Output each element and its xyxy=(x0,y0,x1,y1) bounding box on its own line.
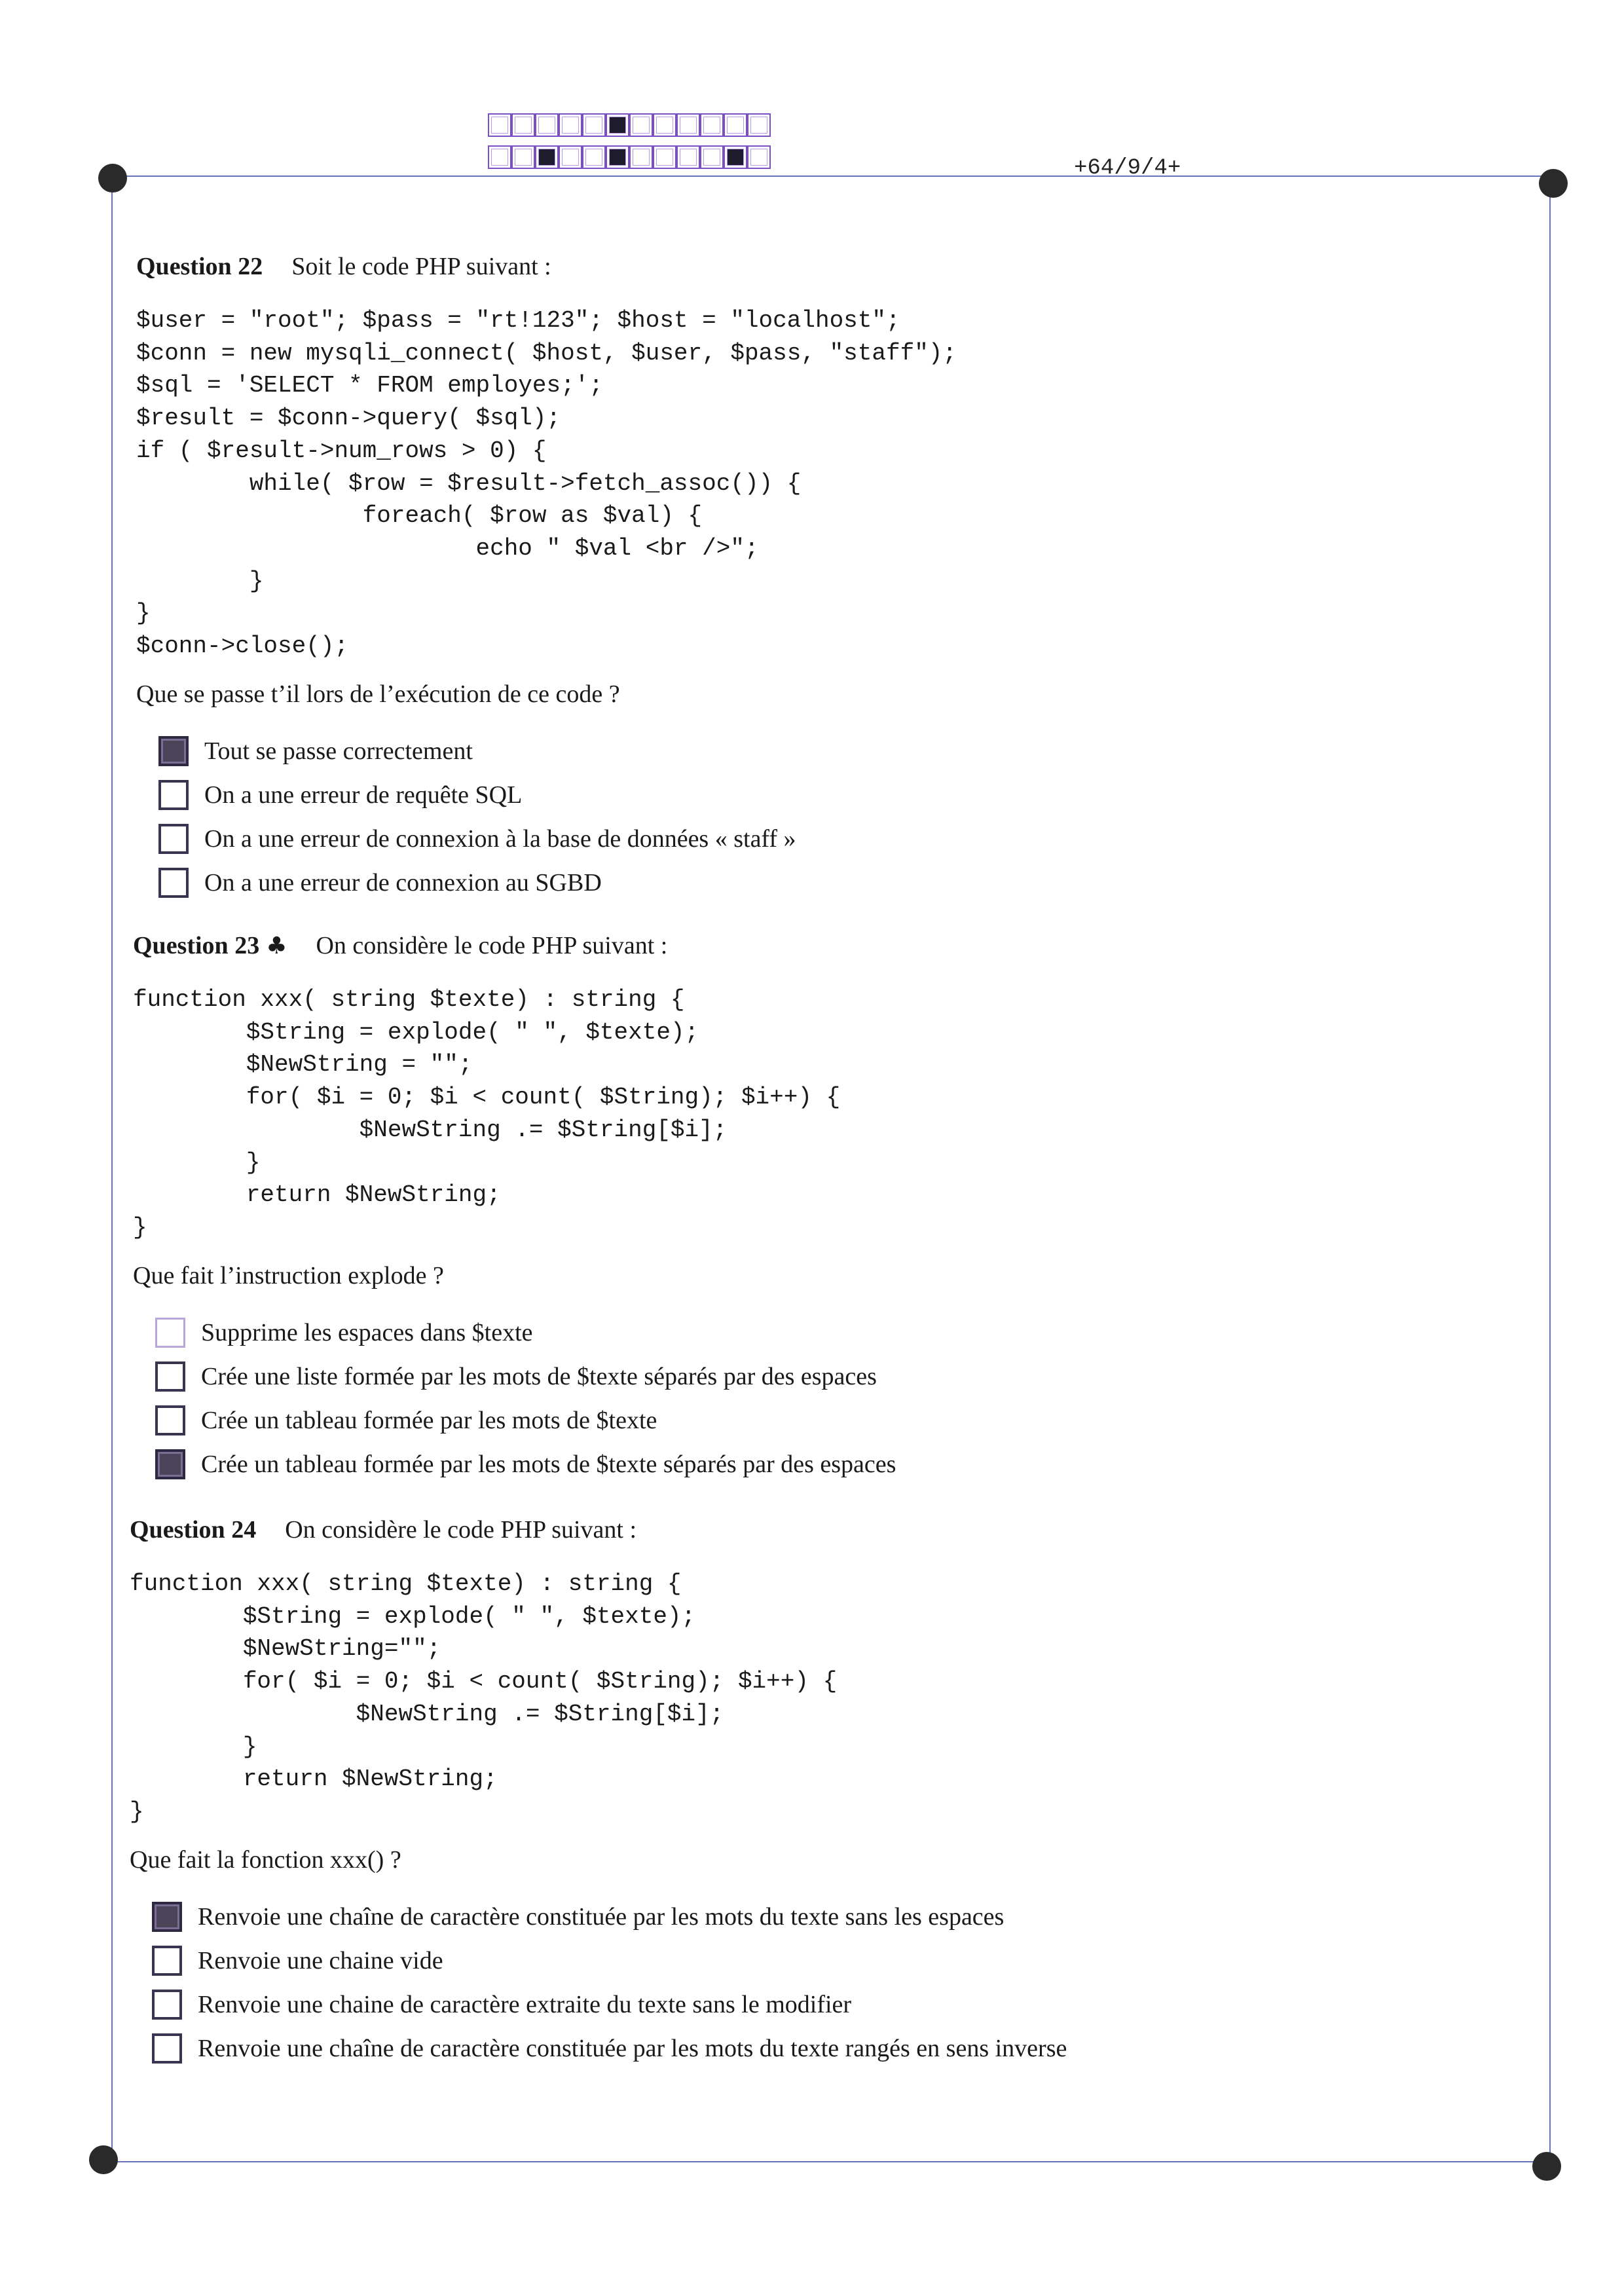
question-header xyxy=(130,1514,1505,1546)
id-grid-cell xyxy=(559,145,582,169)
answer-text: Renvoie une chaîne de caractère constituée par les mots du texte rangés en sens inverse xyxy=(198,2035,1067,2063)
id-grid-cell xyxy=(559,113,582,137)
answer-options xyxy=(133,1311,1508,1487)
question-23 xyxy=(133,930,1508,1487)
answer-checkbox[interactable] xyxy=(155,1318,185,1348)
id-grid-cell xyxy=(606,145,629,169)
frame-left-line xyxy=(111,178,113,2162)
question-label: Question 24 xyxy=(130,1516,257,1544)
id-grid-row-1 xyxy=(488,113,771,139)
answer-checkbox[interactable] xyxy=(152,1946,182,1976)
id-grid-cell xyxy=(511,145,535,169)
answer-text: Renvoie une chaine de caractère extraite du texte sans le modifier xyxy=(198,1991,852,2019)
corner-mark-bottom-right xyxy=(1532,2152,1561,2181)
question-intro: On considère le code PHP suivant : xyxy=(316,932,668,959)
id-grid-cell xyxy=(488,113,511,137)
code-block: $user = "root"; $pass = "rt!123"; $host = "localhost"; $conn = new mysqli_connect( $host, $user, $pass, "staff"); $sql = 'SELECT * FROM employes;'; $result = $conn->query( $sql); if ( $result->num_rows > 0) { while( $row = $result->fetch_assoc()) { foreach( $row as $val) { echo " $val <br />"; } } $conn->close(); xyxy=(136,307,957,660)
id-grid-cell xyxy=(582,145,606,169)
answer-checkbox[interactable] xyxy=(155,1361,185,1392)
id-grid-cell xyxy=(629,145,653,169)
answer-text: Renvoie une chaîne de caractère constituée par les mots du texte sans les espaces xyxy=(198,1903,1005,1931)
frame-top-line xyxy=(113,176,1553,177)
answer-option[interactable] xyxy=(136,773,1511,817)
id-grid-cell xyxy=(653,113,676,137)
answer-text: On a une erreur de requête SQL xyxy=(204,781,523,809)
answer-checkbox[interactable] xyxy=(155,1449,185,1479)
id-grid-cell xyxy=(747,145,771,169)
code-block: function xxx( string $texte) : string { $String = explode( " ", $texte); $NewString=""; for( $i = 0; $i < count( $String); $i++) { $NewString .= $String[$i]; } return $NewString; } xyxy=(130,1570,838,1825)
id-grid-row-2 xyxy=(488,145,771,172)
answer-checkbox[interactable] xyxy=(152,1990,182,2020)
answer-option[interactable] xyxy=(130,1983,1505,2027)
page-code: +64/9/4+ xyxy=(1074,156,1181,181)
answer-option[interactable] xyxy=(136,730,1511,773)
question-prompt: Que se passe t’il lors de l’exécution de ce code ? xyxy=(136,680,620,708)
answer-option[interactable] xyxy=(133,1443,1508,1487)
id-grid-cell xyxy=(700,145,724,169)
answer-text: Crée un tableau formée par les mots de $texte xyxy=(201,1407,657,1435)
answer-option[interactable] xyxy=(133,1311,1508,1355)
question-label: Question 23 xyxy=(133,932,260,959)
corner-mark-top-left xyxy=(98,164,127,193)
answer-option[interactable] xyxy=(136,861,1511,905)
answer-checkbox[interactable] xyxy=(155,1405,185,1435)
question-22 xyxy=(136,251,1511,905)
answer-checkbox[interactable] xyxy=(158,780,189,810)
id-grid-cell xyxy=(676,113,700,137)
question-intro: Soit le code PHP suivant : xyxy=(291,253,551,280)
answer-text: Crée un tableau formée par les mots de $texte séparés par des espaces xyxy=(201,1451,896,1479)
id-grid-cell xyxy=(606,113,629,137)
question-intro: On considère le code PHP suivant : xyxy=(285,1516,637,1544)
answer-option[interactable] xyxy=(130,1895,1505,1939)
answer-text: On a une erreur de connexion à la base de données « staff » xyxy=(204,825,796,853)
question-prompt: Que fait la fonction xxx() ? xyxy=(130,1845,401,1874)
question-header xyxy=(136,251,1511,282)
answer-text: Supprime les espaces dans $texte xyxy=(201,1319,533,1347)
answer-option[interactable] xyxy=(130,1939,1505,1983)
club-icon: ♣ xyxy=(266,933,287,959)
id-grid-cell xyxy=(629,113,653,137)
id-grid-cell xyxy=(535,145,559,169)
code-block: function xxx( string $texte) : string { $String = explode( " ", $texte); $NewString = ""; for( $i = 0; $i < count( $String); $i++) { $NewString .= $String[$i]; } return $NewString; } xyxy=(133,986,841,1241)
id-grid-cell xyxy=(700,113,724,137)
corner-mark-top-right xyxy=(1539,169,1568,198)
id-grid-cell xyxy=(653,145,676,169)
id-grid-cell xyxy=(488,145,511,169)
id-grid-cell xyxy=(535,113,559,137)
answer-option[interactable] xyxy=(133,1399,1508,1443)
id-grid-cell xyxy=(747,113,771,137)
frame-right-line xyxy=(1549,178,1551,2162)
question-prompt: Que fait l’instruction explode ? xyxy=(133,1261,444,1289)
id-grid-cell xyxy=(582,113,606,137)
student-id-grid xyxy=(488,113,771,177)
answer-option[interactable] xyxy=(130,2027,1505,2071)
frame-bottom-line xyxy=(103,2161,1552,2162)
answer-checkbox[interactable] xyxy=(158,824,189,854)
answer-text: On a une erreur de connexion au SGBD xyxy=(204,869,602,897)
answer-text: Crée une liste formée par les mots de $texte séparés par des espaces xyxy=(201,1363,877,1391)
answer-options xyxy=(136,730,1511,905)
answer-text: Renvoie une chaine vide xyxy=(198,1947,443,1975)
id-grid-cell xyxy=(724,145,747,169)
question-label: Question 22 xyxy=(136,253,263,280)
answer-checkbox[interactable] xyxy=(158,736,189,766)
answer-checkbox[interactable] xyxy=(152,1902,182,1932)
answer-checkbox[interactable] xyxy=(152,2033,182,2064)
corner-mark-bottom-left xyxy=(89,2145,118,2174)
answer-options xyxy=(130,1895,1505,2071)
question-header xyxy=(133,930,1508,961)
id-grid-cell xyxy=(676,145,700,169)
id-grid-cell xyxy=(511,113,535,137)
answer-checkbox[interactable] xyxy=(158,868,189,898)
id-grid-cell xyxy=(724,113,747,137)
answer-option[interactable] xyxy=(133,1355,1508,1399)
question-24 xyxy=(130,1514,1505,2071)
answer-option[interactable] xyxy=(136,817,1511,861)
answer-text: Tout se passe correctement xyxy=(204,737,473,766)
